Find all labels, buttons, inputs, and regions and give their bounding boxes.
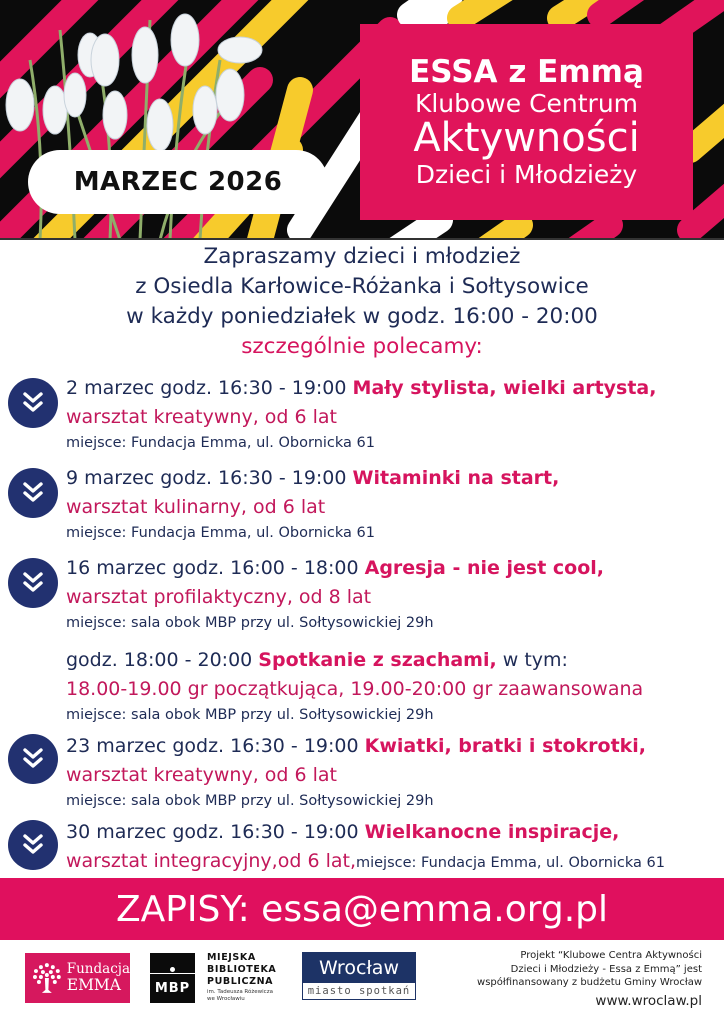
event-title: Kwiatki, bratki i stokrotki, [364, 735, 647, 757]
fundacja-emma-logo [25, 953, 130, 1003]
double-chevron-down-icon [8, 558, 58, 608]
website-link[interactable]: www.wroclaw.pl [595, 992, 702, 1009]
event-when: 16 marzec godz. 16:00 - 18:00 [66, 557, 365, 579]
wroclaw-tagline: miasto spotkań [307, 985, 411, 997]
event-location: miejsce: Fundacja Emma, ul. Obornicka 61 [66, 525, 375, 541]
mbp-line2: BIBLIOTEKA [207, 964, 277, 975]
mbp-line1: MIEJSKA [207, 952, 256, 963]
event-title: Agresja - nie jest cool, [364, 557, 604, 579]
emma-logo-line1: Fundacja [66, 961, 130, 977]
month-banner [28, 150, 328, 214]
project-line-3: współfinansowany z budżetu Gminy Wrocław [477, 977, 702, 988]
event-location: miejsce: Fundacja Emma, ul. Obornicka 61 [355, 855, 665, 871]
project-line-2: Dzieci i Młodzieży - Essa z Emmą” jest [510, 963, 702, 975]
intro-line-1: Zapraszamy dzieci i młodzież [203, 244, 521, 269]
double-chevron-down-icon [8, 820, 58, 870]
intro-line-3: w każdy poniedziałek w godz. 16:00 - 20:00 [126, 304, 598, 329]
event-when: 23 marzec godz. 16:30 - 19:00 [66, 735, 365, 757]
emma-logo-line2: EMMA [66, 976, 121, 994]
event-when: godz. 18:00 - 20:00 [66, 649, 259, 671]
project-line-1: Projekt “Klubowe Centra Aktywności [520, 950, 702, 961]
mbp-sub2: we Wrocławiu [207, 996, 245, 1002]
mbp-logo-text [207, 952, 276, 1003]
mbp-sub1: im. Tadeusza Różewicza [207, 989, 273, 995]
mbp-logo [150, 953, 195, 1003]
signup-banner [0, 878, 724, 940]
poster-header [0, 0, 724, 240]
event-details: 18.00-19.00 gr początkująca, 19.00-20:00 gr zaawansowana [66, 678, 644, 700]
double-chevron-down-icon [8, 734, 58, 784]
event-details: warsztat kreatywny, od 6 lat [66, 406, 338, 428]
event-location: miejsce: sala obok MBP przy ul. Sołtysowickiej 29h [66, 707, 434, 723]
mbp-line3: PUBLICZNA [207, 976, 274, 987]
event-title: Witaminki na start, [352, 467, 560, 489]
signup-email[interactable]: ZAPISY: essa@emma.org.pl [115, 888, 609, 930]
event-location: miejsce: sala obok MBP przy ul. Sołtysowickiej 29h [66, 793, 434, 809]
title-box [360, 24, 693, 220]
event-when: 30 marzec godz. 16:30 - 19:00 [66, 821, 365, 843]
event-details: warsztat kreatywny, od 6 lat [66, 764, 338, 786]
intro-line-2: z Osiedla Karłowice-Różanka i Sołtysowice [135, 274, 589, 299]
recommend-heading: szczególnie polecamy: [241, 334, 483, 359]
event-location: miejsce: Fundacja Emma, ul. Obornicka 61 [66, 435, 375, 451]
event-title: Mały stylista, wielki artysta, [352, 377, 657, 399]
event-details: warsztat integracyjny,od 6 lat, [66, 850, 356, 872]
wroclaw-name: Wrocław [303, 953, 415, 983]
event-title: Wielkanocne inspiracje, [364, 821, 620, 843]
title-aktywnosci: Aktywności [413, 114, 640, 161]
wroclaw-logo [302, 952, 416, 1000]
title-dzieci: Dzieci i Młodzieży [415, 159, 638, 189]
event-details: warsztat profilaktyczny, od 8 lat [66, 586, 372, 608]
mbp-abbr: MBP [154, 981, 191, 996]
footer [0, 940, 724, 1024]
intro-text [0, 242, 724, 362]
event-details: warsztat kulinarny, od 6 lat [66, 496, 326, 518]
month-label: MARZEC 2026 [73, 167, 283, 197]
double-chevron-down-icon [8, 468, 58, 518]
tree-icon [31, 960, 63, 996]
event-suffix: w tym: [496, 649, 568, 671]
event-title: Spotkanie z szachami, [258, 649, 497, 671]
event-when: 9 marzec godz. 16:30 - 19:00 [66, 467, 353, 489]
double-chevron-down-icon [8, 378, 58, 428]
title-klubowe: Klubowe Centrum [414, 89, 639, 119]
project-funding-note [477, 949, 702, 1011]
title-essa: ESSA z Emmą [409, 53, 644, 90]
event-location: miejsce: sala obok MBP przy ul. Sołtysowickiej 29h [66, 615, 434, 631]
event-when: 2 marzec godz. 16:30 - 19:00 [66, 377, 353, 399]
